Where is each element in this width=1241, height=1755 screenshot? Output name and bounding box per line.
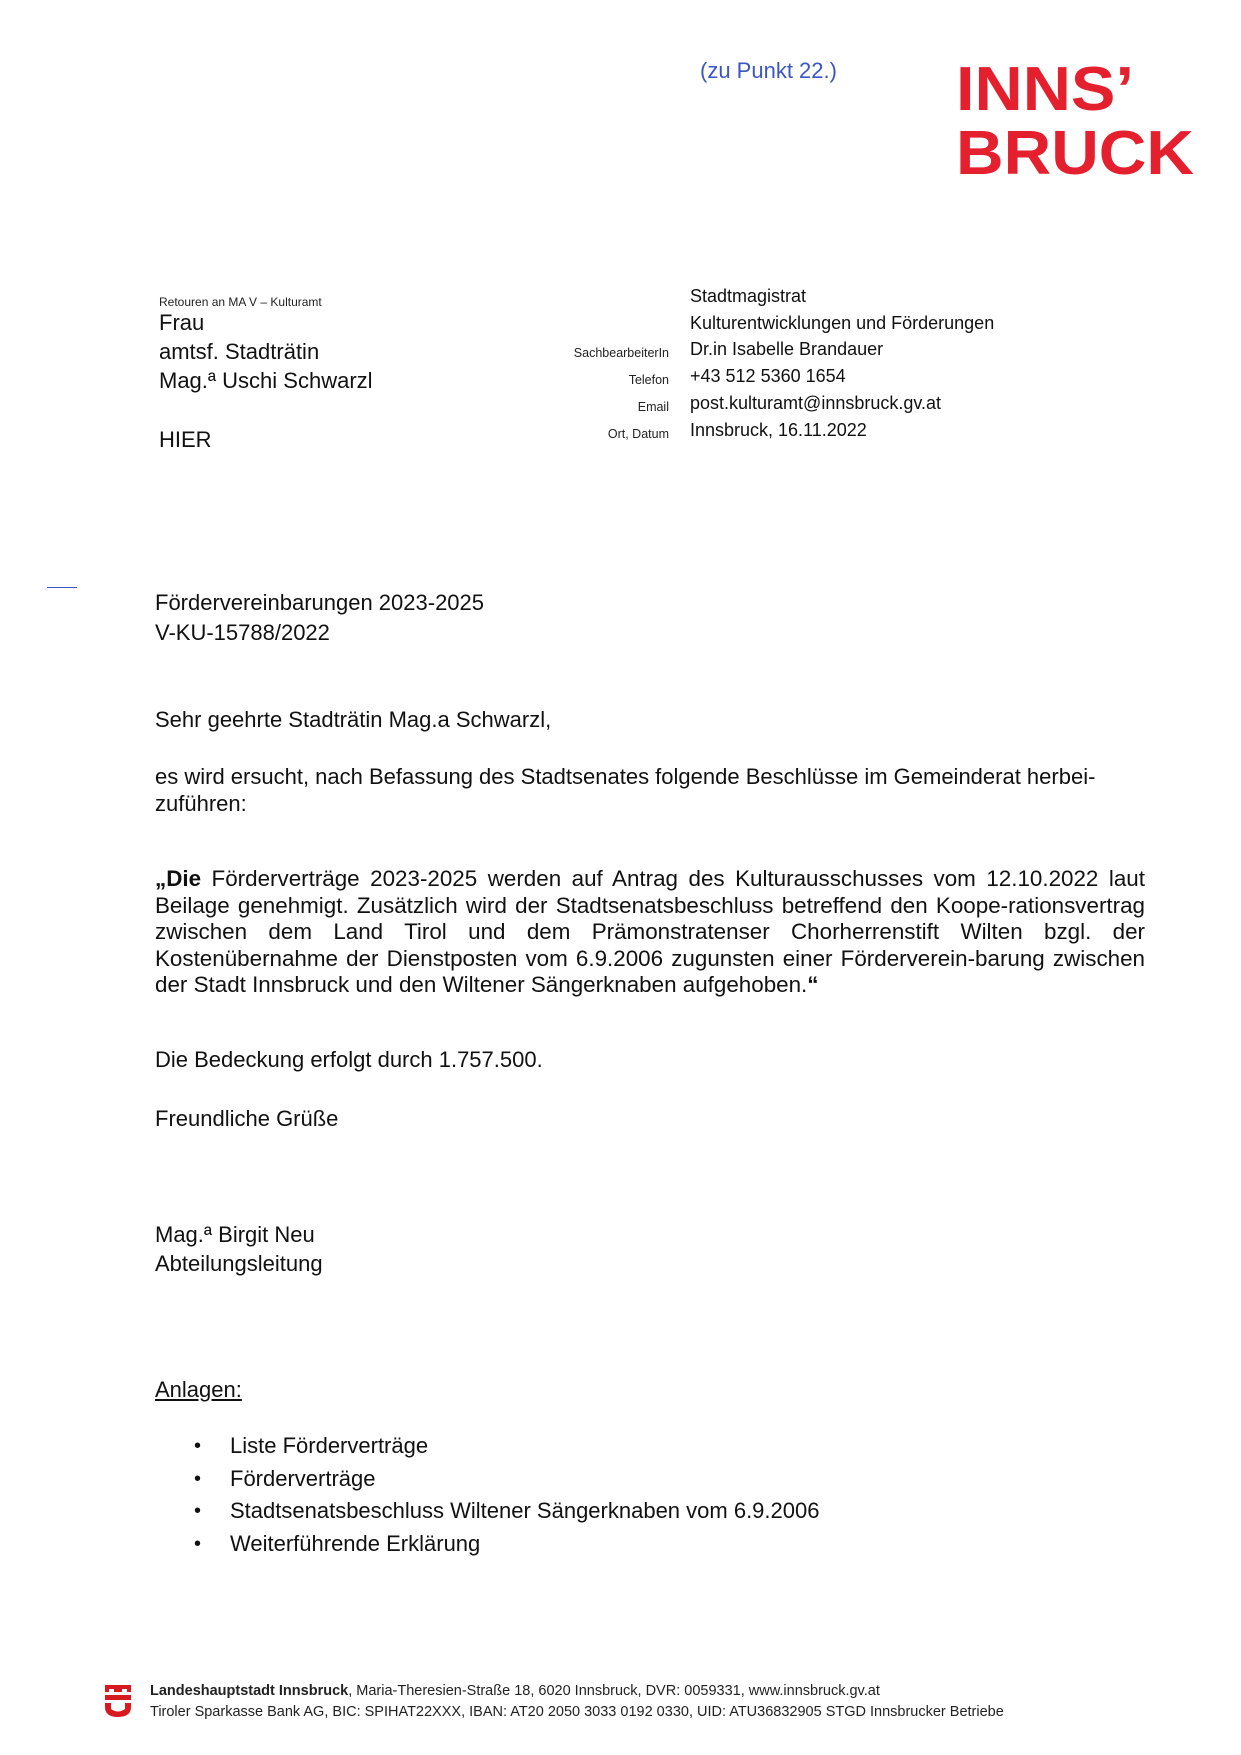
quote-body: Förderverträge 2023-2025 werden auf Antrag des Kulturausschusses vom 12.10.2022 laut Beilage genehmigt. Zusätzlich wird der Stadtsenatsbeschluss betreffend den Koope-rationsvertrag zwischen dem Land Tirol und dem Prämonstratenser Chorherrenstift Wilten bzgl. der Kostenübernahme der Dienstposten vom 6.9.2006 zugunsten einer Förderverein-barung zwischen der Stadt Innsbruck und den Wiltener Sängerknaben aufgehoben. — [155, 866, 1145, 997]
footer-address: , Maria-Theresien-Straße 18, 6020 Innsbruck, DVR: 0059331, www.innsbruck.gv.at — [348, 1683, 880, 1699]
closing: Freundliche Grüße — [155, 1106, 339, 1131]
quote-close: “ — [807, 972, 819, 997]
phone-label: Telefon — [628, 373, 669, 387]
list-item: • Stadtsenatsbeschluss Wiltener Sängerknaben vom 6.9.2006 — [190, 1495, 819, 1528]
innsbruck-logo — [956, 56, 1196, 176]
list-item: • Förderverträge — [190, 1463, 819, 1496]
recipient-salutation: Frau — [159, 310, 205, 335]
recipient-location: HIER — [159, 427, 212, 452]
place-date-label: Ort, Datum — [607, 427, 669, 441]
greeting: Sehr geehrte Stadträtin Mag.a Schwarzl, — [155, 707, 552, 732]
email-label: Email — [637, 400, 669, 414]
logo-line-1: INNS’ — [956, 56, 1134, 124]
signer-role: Abteilungsleitung — [155, 1251, 323, 1276]
attachments-heading: Anlagen: — [155, 1377, 242, 1402]
footer-org: Landeshauptstadt Innsbruck — [150, 1683, 349, 1699]
signer-name: Mag.ª Birgit Neu — [155, 1222, 315, 1247]
footer-line-2: Tiroler Sparkasse Bank AG, BIC: SPIHAT22XXX, IBAN: AT20 2050 3033 0192 0330, UID: ATU36832905 STGD Innsbrucker Betriebe — [150, 1704, 1004, 1720]
quote-first-word: Die — [166, 866, 202, 891]
quote-open: „ — [155, 866, 167, 891]
return-address: Retouren an MA V – Kulturamt — [159, 295, 322, 309]
list-item: • Liste Förderverträge — [190, 1430, 819, 1463]
attachments-list — [190, 1430, 819, 1560]
sender-department: Kulturentwicklungen und Förderungen — [690, 313, 995, 333]
coverage-line: Die Bedeckung erfolgt durch 1.757.500. — [155, 1047, 543, 1072]
quote-open-bold — [155, 866, 201, 891]
request-paragraph: es wird ersucht, nach Befassung des Stadtsenates folgende Beschlüsse im Gemeinderat herbei-zuführen: — [155, 764, 1096, 816]
email-value[interactable]: post.kulturamt@innsbruck.gv.at — [690, 393, 942, 413]
sender-office: Stadtmagistrat — [690, 286, 807, 306]
reference-number: V-KU-15788/2022 — [155, 620, 330, 645]
agenda-note: (zu Punkt 22.) — [700, 58, 837, 83]
city-crest-icon — [103, 1683, 133, 1717]
footer-line-1 — [150, 1683, 880, 1699]
clerk-value: Dr.in Isabelle Brandauer — [690, 339, 884, 359]
phone-value: +43 512 5360 1654 — [690, 366, 846, 386]
list-item: • Weiterführende Erklärung — [190, 1528, 819, 1561]
place-date-value: Innsbruck, 16.11.2022 — [690, 420, 867, 440]
resolution-quote — [155, 866, 1145, 999]
recipient-title: amtsf. Stadträtin — [159, 339, 320, 364]
logo-line-2: BRUCK — [956, 119, 1195, 176]
subject-line: Fördervereinbarungen 2023-2025 — [155, 590, 485, 615]
fold-mark — [47, 587, 77, 588]
recipient-name: Mag.ª Uschi Schwarzl — [159, 368, 373, 393]
clerk-label: SachbearbeiterIn — [573, 346, 669, 360]
